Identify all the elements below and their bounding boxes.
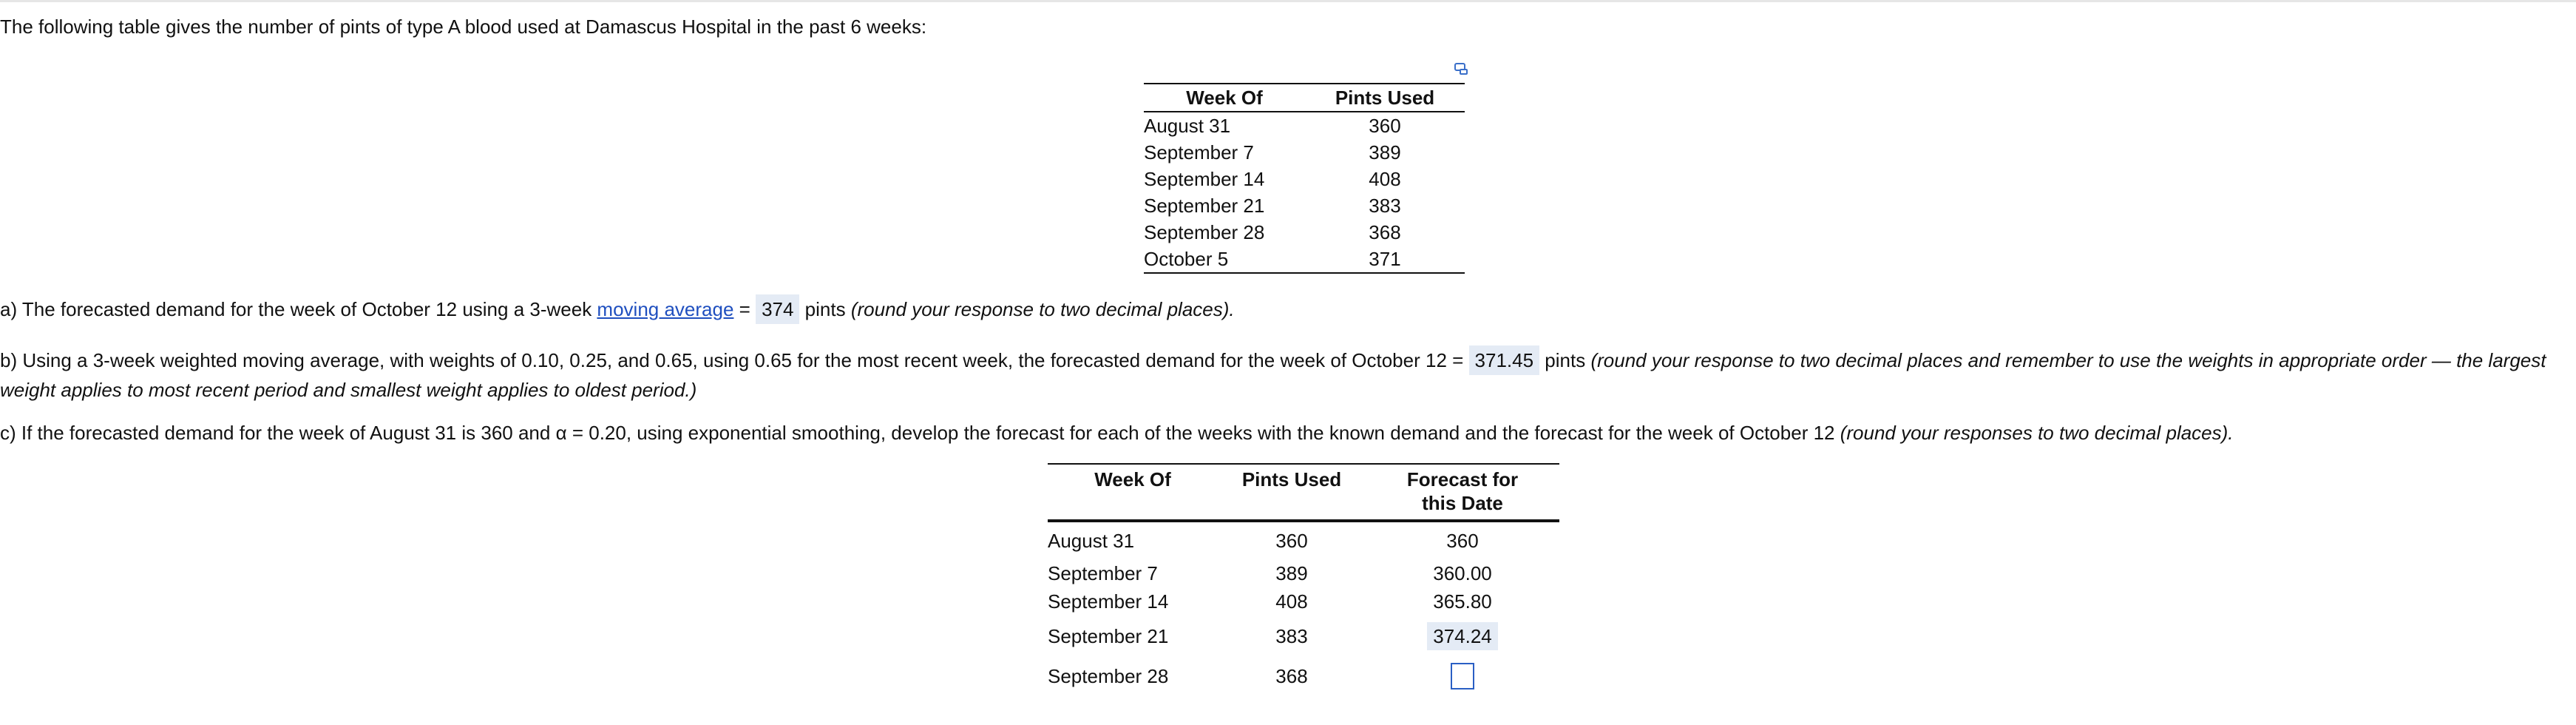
part-b-answer-field[interactable]: 371.45 — [1469, 345, 1540, 375]
week-cell: September 21 — [1048, 624, 1169, 647]
forecast-cell — [1366, 657, 1559, 695]
part-b-suffix: pints — [1539, 349, 1591, 371]
col-header-forecast: Forecast for this Date — [1366, 464, 1559, 521]
part-a-answer-field[interactable]: 374 — [756, 294, 799, 324]
table-row — [1144, 246, 1465, 273]
table-row — [1048, 657, 1559, 695]
exponential-smoothing-table — [1048, 463, 1559, 695]
pints-cell: 360 — [1275, 529, 1308, 552]
part-b-note: (round your response to two decimal places and remember to use the weights in appropriate order — the largest weight applies to most recent period and smallest weight applies to oldest period.) — [0, 349, 2546, 401]
week-cell: October 5 — [1144, 246, 1305, 273]
part-c-question — [0, 418, 2234, 448]
forecast-answer-field[interactable]: 374.24 — [1427, 622, 1498, 650]
pints-cell: 371 — [1305, 246, 1465, 273]
pints-cell: 383 — [1369, 194, 1401, 217]
col-header-pints: Pints Used — [1305, 84, 1465, 112]
col-header-pints: Pints Used — [1218, 464, 1366, 521]
table-row — [1144, 192, 1465, 219]
week-cell: September 7 — [1144, 141, 1254, 163]
table-row — [1144, 139, 1465, 166]
table-row — [1048, 587, 1559, 616]
pints-cell: 389 — [1369, 141, 1401, 163]
col-header-week: Week Of — [1144, 84, 1305, 112]
part-b-prefix: b) Using a 3-week weighted moving average, with weights of 0.10, 0.25, and 0.65, using 0.65 for the most recent week, the forecasted demand for the week of October 12 = — [0, 349, 1469, 371]
week-cell: August 31 — [1048, 529, 1135, 552]
pints-cell: 389 — [1275, 562, 1308, 584]
blood-usage-table — [1144, 83, 1465, 274]
pints-cell: 360 — [1369, 114, 1401, 137]
pints-cell: 408 — [1275, 590, 1308, 613]
week-cell: September 14 — [1048, 590, 1169, 613]
table-row — [1048, 559, 1559, 587]
forecast-cell: 365.80 — [1433, 590, 1492, 613]
forecast-input-box[interactable] — [1451, 663, 1474, 689]
week-cell: September 28 — [1048, 664, 1169, 687]
col-header-week: Week Of — [1048, 464, 1218, 521]
table-row — [1144, 219, 1465, 246]
part-a-question — [0, 294, 1235, 324]
week-cell: September 21 — [1144, 194, 1265, 217]
part-a-equals: = — [733, 298, 756, 320]
part-a-prefix: a) The forecasted demand for the week of October 12 using a 3-week — [0, 298, 597, 320]
intro-text: The following table gives the number of pints of type A blood used at Damascus Hospital in the past 6 weeks: — [0, 16, 927, 38]
week-cell: September 14 — [1144, 167, 1265, 190]
moving-average-link[interactable]: moving average — [597, 298, 734, 320]
forecast-cell — [1366, 616, 1559, 657]
part-a-note: (round your response to two decimal places). — [850, 298, 1235, 320]
part-c-note: (round your responses to two decimal places). — [1840, 422, 2234, 444]
part-c-text: c) If the forecasted demand for the week of August 31 is 360 and α = 0.20, using exponential smoothing, develop the forecast for each of the weeks with the known demand and the forecast for the week of October 12 — [0, 422, 1840, 444]
part-b-question — [0, 345, 2566, 405]
week-cell: September 7 — [1048, 562, 1158, 584]
copy-table-icon[interactable] — [1454, 61, 1468, 76]
top-divider — [0, 0, 2576, 2]
table-row — [1144, 166, 1465, 192]
week-cell: August 31 — [1144, 114, 1231, 137]
pints-cell: 368 — [1275, 664, 1308, 687]
pints-cell: 368 — [1369, 220, 1401, 243]
pints-cell: 383 — [1275, 624, 1308, 647]
forecast-cell: 360 — [1446, 529, 1479, 552]
table-row — [1048, 521, 1559, 559]
table-row — [1144, 112, 1465, 139]
forecast-cell: 360.00 — [1433, 562, 1492, 584]
pints-cell: 408 — [1369, 167, 1401, 190]
table-row — [1048, 616, 1559, 657]
part-a-suffix: pints — [799, 298, 851, 320]
week-cell: September 28 — [1144, 220, 1265, 243]
